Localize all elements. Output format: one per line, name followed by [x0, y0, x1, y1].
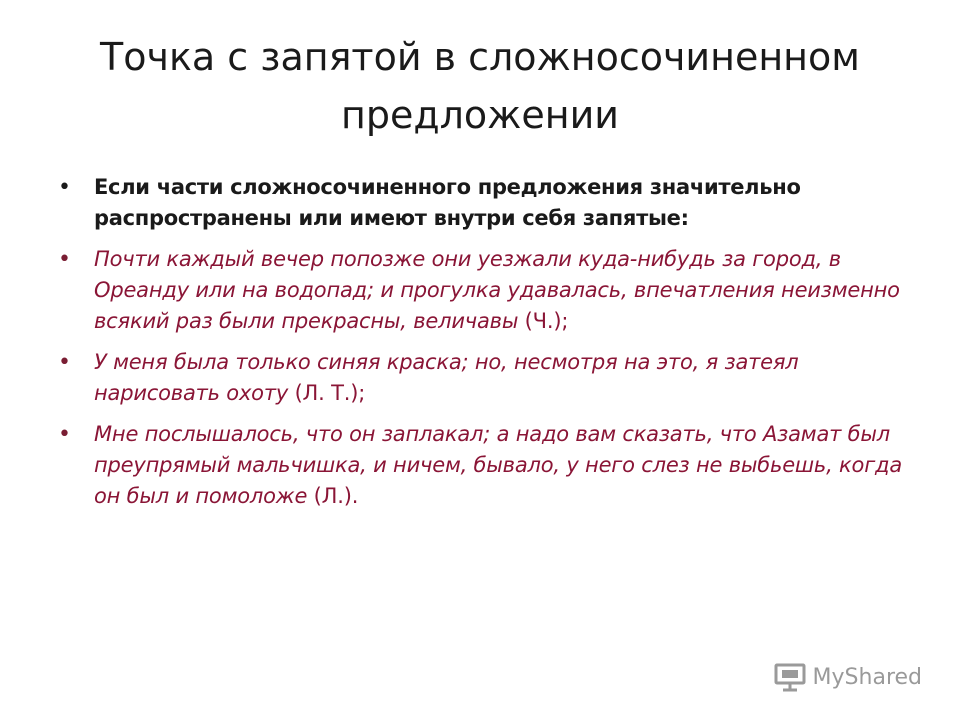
watermark [773, 662, 922, 692]
rule-text: Если части сложносочиненного предложения значительно распространены или имеют внутри себя запятые: [94, 175, 801, 230]
watermark-label: MyShared [812, 664, 922, 690]
list-item-example-1 [58, 244, 918, 337]
example-quote: У меня была только синяя краска; но, несмотря на это, я затеял нарисовать охоту [94, 350, 799, 405]
slide-title: Точка с запятой в сложносочиненном предложении [100, 35, 860, 137]
example-text [94, 419, 918, 512]
bullet-icon: • [58, 175, 71, 200]
example-source: (Л.). [307, 484, 359, 508]
bullet-icon: • [58, 247, 71, 272]
example-quote: Мне послышалось, что он заплакал; а надо вам сказать, что Азамат был преупрямый мальчишка, и ничем, бывало, у него слез не выбьешь, когда он был и помоложе [94, 422, 903, 508]
presentation-board-icon [773, 662, 807, 692]
list-item-example-2 [58, 347, 918, 409]
bullet-icon: • [58, 422, 71, 447]
bullet-list [58, 172, 918, 522]
list-item-rule [58, 172, 918, 234]
list-item-example-3 [58, 419, 918, 512]
example-text [94, 244, 918, 337]
example-text [94, 347, 918, 409]
example-source: (Л. Т.); [288, 381, 366, 405]
example-quote: Почти каждый вечер попозже они уезжали куда-нибудь за город, в Ореанду или на водопад; и прогулка удавалась, впечатления неизменно всякий раз были прекрасны, величавы [94, 247, 900, 333]
bullet-icon: • [58, 350, 71, 375]
example-source: (Ч.); [518, 309, 569, 333]
